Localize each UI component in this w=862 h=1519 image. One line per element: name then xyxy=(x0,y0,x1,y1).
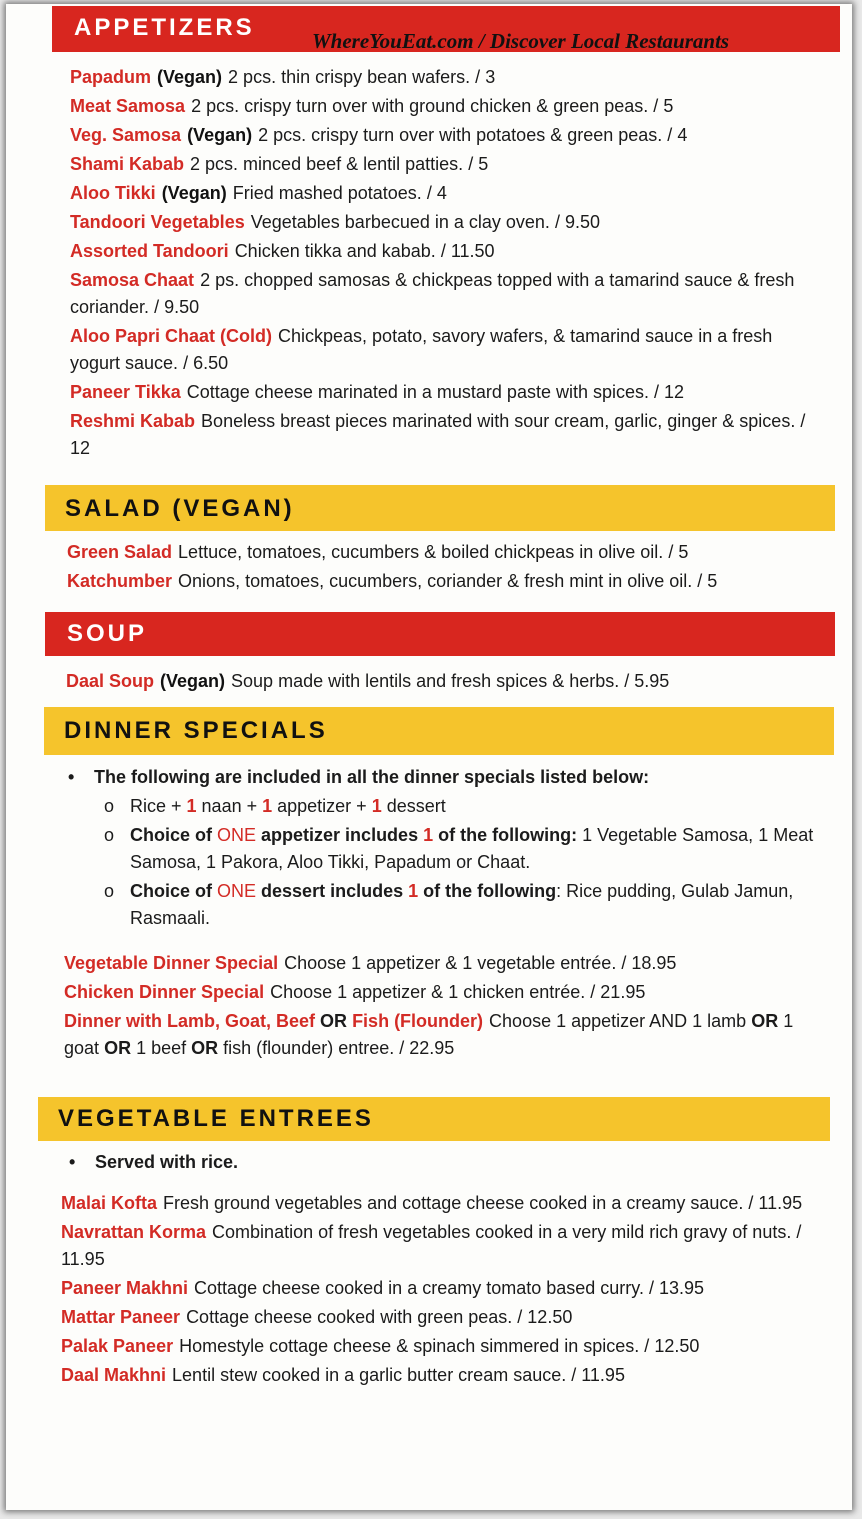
item-price: / 11.95 xyxy=(743,1193,802,1213)
item-price: / 11.50 xyxy=(436,241,495,261)
watermark: WhereYouEat.com / Discover Local Restaurants xyxy=(312,29,730,53)
item-price: / 6.50 xyxy=(178,353,228,373)
menu-item xyxy=(61,1333,821,1360)
item-price: / 13.95 xyxy=(644,1278,704,1298)
item-desc: Cottage cheese cooked with green peas. xyxy=(186,1307,513,1327)
text-span: of the following: xyxy=(433,825,578,845)
item-price: / 11.95 xyxy=(566,1365,625,1385)
menu-item xyxy=(70,180,820,207)
menu-item xyxy=(70,209,820,236)
menu-item xyxy=(64,979,824,1006)
dessert-choice xyxy=(104,878,829,932)
text-span: 1 xyxy=(423,825,434,845)
item-name: Daal Soup xyxy=(66,671,155,691)
included-line xyxy=(104,793,829,820)
text-span: of the following xyxy=(418,881,557,901)
item-name: Shami Kabab xyxy=(70,154,185,174)
item-desc: Fresh ground vegetables and cottage cheese cooked in a creamy sauce. xyxy=(163,1193,744,1213)
text-span: OR xyxy=(104,1038,132,1058)
circle-bullet-icon: o xyxy=(104,796,115,816)
menu-item xyxy=(70,151,820,178)
item-name: Reshmi Kabab xyxy=(70,411,196,431)
text-span: 1 xyxy=(371,796,382,816)
item-price: / 5.95 xyxy=(619,671,669,691)
text-span: dessert xyxy=(381,796,446,816)
item-price: / 12.50 xyxy=(639,1336,699,1356)
menu-item xyxy=(61,1362,821,1389)
text-span: Fish (Flounder) xyxy=(352,1011,484,1031)
item-price: / 5 xyxy=(648,96,673,116)
text-span: 1 goat xyxy=(64,1011,794,1058)
item-price: / 11.95 xyxy=(61,1222,801,1269)
served-note xyxy=(69,1149,239,1176)
item-price: / 5 xyxy=(663,542,688,562)
item-name: Navrattan Korma xyxy=(61,1222,207,1242)
item-desc: Fried mashed potatoes. xyxy=(232,183,422,203)
intro-text: The following are included in all the dinner specials listed below: xyxy=(94,767,650,787)
text-span: OR xyxy=(191,1038,219,1058)
menu-item xyxy=(61,1275,821,1302)
item-desc: Chickpeas, potato, savory wafers, & tamarind sauce in a fresh yogurt sauce. xyxy=(70,326,773,373)
item-price: / 12 xyxy=(649,382,684,402)
item-desc: Cottage cheese marinated in a mustard paste with spices. xyxy=(186,382,649,402)
dinner-title: DINNER SPECIALS xyxy=(64,717,328,744)
text-span: 1 xyxy=(262,796,273,816)
menu-item xyxy=(64,950,824,977)
menu-item xyxy=(70,323,820,377)
menu-item xyxy=(61,1304,821,1331)
menu-item xyxy=(70,267,820,321)
item-tag: (Vegan) xyxy=(157,67,223,87)
dinner-header xyxy=(44,707,834,755)
item-name: Paneer Tikka xyxy=(70,382,181,402)
item-name: Daal Makhni xyxy=(61,1365,167,1385)
item-name: Aloo Tikki xyxy=(70,183,156,203)
item-name: Meat Samosa xyxy=(70,96,186,116)
item-desc: Choose 1 appetizer & 1 vegetable entrée. xyxy=(284,953,617,973)
menu-item-lamb xyxy=(64,1008,824,1062)
item-desc: Lettuce, tomatoes, cucumbers & boiled chickpeas in olive oil. xyxy=(178,542,664,562)
item-desc: Choose 1 appetizer & 1 chicken entrée. xyxy=(270,982,586,1002)
text-span: fish (flounder) entree. xyxy=(223,1038,395,1058)
item-desc: 2 pcs. crispy turn over with ground chicken & green peas. xyxy=(191,96,649,116)
item-price: / 21.95 xyxy=(585,982,645,1002)
text-span: Choice of xyxy=(130,881,218,901)
circle-bullet-icon: o xyxy=(104,825,115,845)
menu-item xyxy=(66,668,826,695)
item-name: Mattar Paneer xyxy=(61,1307,181,1327)
text-span: Choice of xyxy=(130,825,218,845)
bullet-icon: • xyxy=(69,1152,76,1172)
item-price: / 9.50 xyxy=(149,297,199,317)
item-desc: Cottage cheese cooked in a creamy tomato based curry. xyxy=(194,1278,644,1298)
item-desc: Boneless breast pieces marinated with sour cream, garlic, ginger & spices. xyxy=(201,411,796,431)
vegetable-list xyxy=(61,1190,821,1391)
text-span: OR xyxy=(751,1011,779,1031)
text-span: OR xyxy=(320,1011,348,1031)
item-tag: (Vegan) xyxy=(161,183,227,203)
item-price: / 12 xyxy=(70,411,805,458)
item-desc: Homestyle cottage cheese & spinach simmered in spices. xyxy=(179,1336,640,1356)
salad-list xyxy=(67,539,827,597)
menu-item xyxy=(70,238,820,265)
item-name: Katchumber xyxy=(67,571,173,591)
item-name: Aloo Papri Chaat (Cold) xyxy=(70,326,272,346)
text-span: appetizer includes xyxy=(256,825,424,845)
item-tag: (Vegan) xyxy=(187,125,253,145)
item-desc: Lentil stew cooked in a garlic butter cream sauce. xyxy=(172,1365,567,1385)
text-span: dessert includes xyxy=(256,881,409,901)
item-price: / 5 xyxy=(463,154,488,174)
item-desc: 2 pcs. crispy turn over with potatoes & green peas. xyxy=(258,125,663,145)
text-span: 1 xyxy=(186,796,197,816)
dinner-includes xyxy=(68,764,829,934)
item-desc: 2 ps. chopped samosas & chickpeas topped with a tamarind sauce & fresh coriander. xyxy=(70,270,795,317)
dinner-list xyxy=(64,950,824,1064)
soup-header xyxy=(45,612,835,656)
item-name: Paneer Makhni xyxy=(61,1278,189,1298)
menu-item xyxy=(70,122,820,149)
item-desc: Combination of fresh vegetables cooked in a very mild rich gravy of nuts. xyxy=(212,1222,792,1242)
text-span: Served with rice. xyxy=(95,1152,239,1172)
text-span: Dinner with Lamb, Goat, Beef xyxy=(64,1011,316,1031)
soup-title: SOUP xyxy=(67,620,148,647)
appetizer-choice xyxy=(104,822,829,876)
bullet-icon: • xyxy=(68,767,75,787)
item-desc: 2 pcs. thin crispy bean wafers. xyxy=(228,67,471,87)
included-sublist xyxy=(104,793,829,932)
item-price: / 9.50 xyxy=(550,212,600,232)
item-price: / 4 xyxy=(422,183,447,203)
vegetable-entrees-header xyxy=(38,1097,830,1141)
item-name: Samosa Chaat xyxy=(70,270,195,290)
text-span: Rice + xyxy=(130,796,187,816)
text-span: 1 beef xyxy=(136,1038,187,1058)
item-desc: 2 pcs. minced beef & lentil patties. xyxy=(190,154,464,174)
item-name: Assorted Tandoori xyxy=(70,241,229,261)
text-span: ONE xyxy=(217,825,257,845)
text-span: / 22.95 xyxy=(394,1038,454,1058)
menu-item xyxy=(70,379,820,406)
text-span: Choose 1 appetizer AND 1 lamb xyxy=(489,1011,747,1031)
veg-title: VEGETABLE ENTREES xyxy=(58,1105,374,1132)
item-price: / 4 xyxy=(662,125,687,145)
appetizers-title: APPETIZERS xyxy=(74,14,255,41)
item-name: Chicken Dinner Special xyxy=(64,982,265,1002)
menu-item xyxy=(67,568,827,595)
item-name: Papadum xyxy=(70,67,152,87)
item-desc: Vegetables barbecued in a clay oven. xyxy=(250,212,550,232)
menu-item xyxy=(70,93,820,120)
menu-item xyxy=(61,1190,821,1217)
item-name: Malai Kofta xyxy=(61,1193,158,1213)
text-span: 1 Vegetable Samosa, 1 Meat Samosa, 1 Pakora, Aloo Tikki, Papadum or Chaat. xyxy=(130,825,814,872)
menu-item xyxy=(67,539,827,566)
menu-item xyxy=(70,64,820,91)
text-span: naan + xyxy=(196,796,263,816)
text-span: appetizer + xyxy=(272,796,372,816)
item-desc: Soup made with lentils and fresh spices & herbs. xyxy=(231,671,620,691)
item-price: / 12.50 xyxy=(512,1307,572,1327)
item-desc: Chicken tikka and kabab. xyxy=(234,241,436,261)
menu-item xyxy=(70,408,820,462)
text-span: 1 xyxy=(408,881,419,901)
item-price: / 5 xyxy=(692,571,717,591)
item-price: / 18.95 xyxy=(616,953,676,973)
appetizers-list xyxy=(70,64,820,464)
salad-title: SALAD (VEGAN) xyxy=(65,495,295,522)
salad-header xyxy=(45,485,835,531)
item-price: / 3 xyxy=(470,67,495,87)
item-name: Vegetable Dinner Special xyxy=(64,953,279,973)
dinner-intro xyxy=(68,764,829,791)
item-tag: (Vegan) xyxy=(160,671,226,691)
item-name: Veg. Samosa xyxy=(70,125,182,145)
served-note-wrap xyxy=(69,1149,239,1178)
item-name: Palak Paneer xyxy=(61,1336,174,1356)
text-span: ONE xyxy=(217,881,257,901)
item-name: Tandoori Vegetables xyxy=(70,212,245,232)
text-span: : Rice pudding, Gulab Jamun, Rasmaali. xyxy=(130,881,794,928)
item-name: Green Salad xyxy=(67,542,173,562)
item-desc: Onions, tomatoes, cucumbers, coriander & fresh mint in olive oil. xyxy=(178,571,693,591)
soup-list xyxy=(66,668,826,697)
circle-bullet-icon: o xyxy=(104,881,115,901)
menu-item xyxy=(61,1219,821,1273)
